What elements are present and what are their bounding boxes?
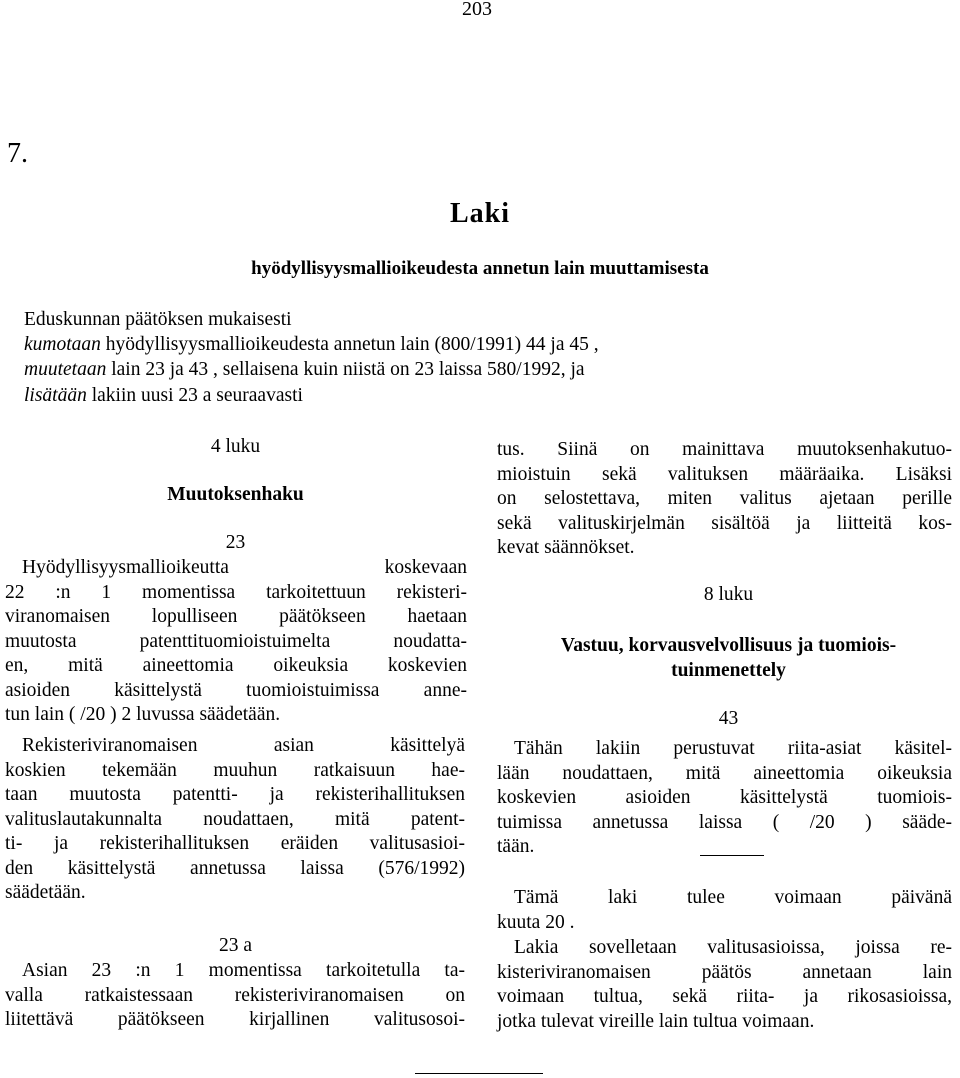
chapter-4-heading: 4 luku [210, 436, 261, 457]
text-line: Hyödyllisyysmallioikeutta koskevaan [22, 557, 467, 578]
footer-rule [415, 1073, 543, 1074]
text-line: lään noudattaen, mitä aineettomia oikeuksia [497, 762, 952, 784]
text-line: säädetään. [5, 882, 86, 903]
chapter-4-title: Muutoksenhaku [167, 484, 304, 505]
text-line: liitettävä päätökseen kirjallinen valitusosoi- [5, 1009, 465, 1030]
text-line: taan muutosta patentti- ja rekisterihallituksen [5, 784, 465, 805]
section-43-heading: 43 [718, 708, 739, 729]
text-line: koskien tekemään muuhun ratkaisuun hae- [5, 759, 465, 781]
text-line: tään. [497, 836, 535, 857]
page-number: 203 [462, 0, 492, 20]
preamble-lisataan: lisätään [24, 385, 87, 406]
text-line: den käsittelystä annetussa laissa (576/1992) [5, 857, 465, 879]
chapter-8-title-line-1: Vastuu, korvausvelvollisuus ja tuomiois- [560, 635, 897, 656]
text-line: jotka tulevat vireille lain tultua voimaan. [497, 1010, 815, 1032]
text-line: koskevien asioiden käsittelystä tuomiois- [497, 787, 952, 808]
text-line: viranomaisen lopulliseen päätökseen haetaan [5, 606, 467, 627]
text-line: valla ratkaistessaan rekisteriviranomaisen on [5, 984, 465, 1006]
section-23-heading: 23 [225, 532, 246, 553]
text-line: Tähän lakiin perustuvat riita-asiat käsitel- [514, 738, 952, 759]
text-line: mioistuin sekä valituksen määräaika. Lisäksi [497, 463, 952, 485]
text-line: tuimissa annetussa laissa ( /20 ) sääde- [497, 811, 952, 833]
text-line: voimaan tultua, sekä riita- ja rikosasioissa, [497, 986, 952, 1007]
signature-rule [700, 855, 764, 856]
text-line: Lakia sovelletaan valitusasioissa, joissa re- [514, 937, 952, 958]
text-line: muutosta patenttituomioistuimelta noudatta- [5, 630, 467, 652]
text-line: on selostettava, miten valitus ajetaan perille [497, 488, 952, 509]
preamble-kumotaan: kumotaan [24, 334, 101, 355]
section-23a-heading: 23 a [218, 935, 253, 956]
text-line: Rekisteriviranomaisen asian käsittelyä [22, 735, 465, 756]
preamble-line-3 [24, 357, 585, 382]
preamble-line-4-text: lakiin uusi 23 a seuraavasti [86, 385, 303, 406]
preamble-muutetaan: muutetaan [24, 359, 107, 380]
item-number: 7. [7, 138, 28, 169]
text-line: Asian 23 :n 1 momentissa tarkoitetulla ta- [22, 960, 465, 981]
law-subtitle: hyödyllisyysmallioikeudesta annetun lain muuttamisesta [251, 258, 709, 279]
preamble-line-1: Eduskunnan päätöksen mukaisesti [24, 309, 292, 330]
preamble-line-3-text: lain 23 ja 43 , sellaisena kuin niistä on 23 laissa 580/1992, ja [106, 359, 585, 380]
text-line: kuuta 20 . [497, 911, 575, 933]
text-line: asioiden käsittelystä tuomioistuimissa anne- [5, 679, 467, 701]
preamble-line-2 [24, 332, 599, 357]
text-line: kisteriviranomaisen päätös annetaan lain [497, 961, 952, 983]
text-line: sekä valituskirjelmän sisältöä ja liitteitä kos- [497, 512, 952, 534]
chapter-8-heading: 8 luku [703, 584, 754, 605]
text-line: Tämä laki tulee voimaan päivänä [514, 887, 952, 908]
text-line: tus. Siinä on mainittava muutoksenhakutuo- [497, 439, 952, 460]
text-line: 22 :n 1 momentissa tarkoitettuun rekisteri- [5, 581, 467, 603]
chapter-8-title-line-2: tuinmenettely [671, 660, 786, 681]
text-line: valituslautakunnalta noudattaen, mitä patent- [5, 808, 465, 830]
text-line: kevat säännökset. [497, 537, 635, 558]
text-line: ti- ja rekisterihallituksen eräiden valitusasioi- [5, 833, 465, 854]
text-line: en, mitä aineettomia oikeuksia koskevien [5, 655, 467, 676]
law-title: Laki [449, 198, 511, 229]
preamble-line-2-text: hyödyllisyysmallioikeudesta annetun lain (800/1991) 44 ja 45 , [100, 334, 599, 355]
preamble-line-4 [24, 383, 303, 408]
text-line: tun lain ( /20 ) 2 luvussa säädetään. [5, 704, 281, 725]
